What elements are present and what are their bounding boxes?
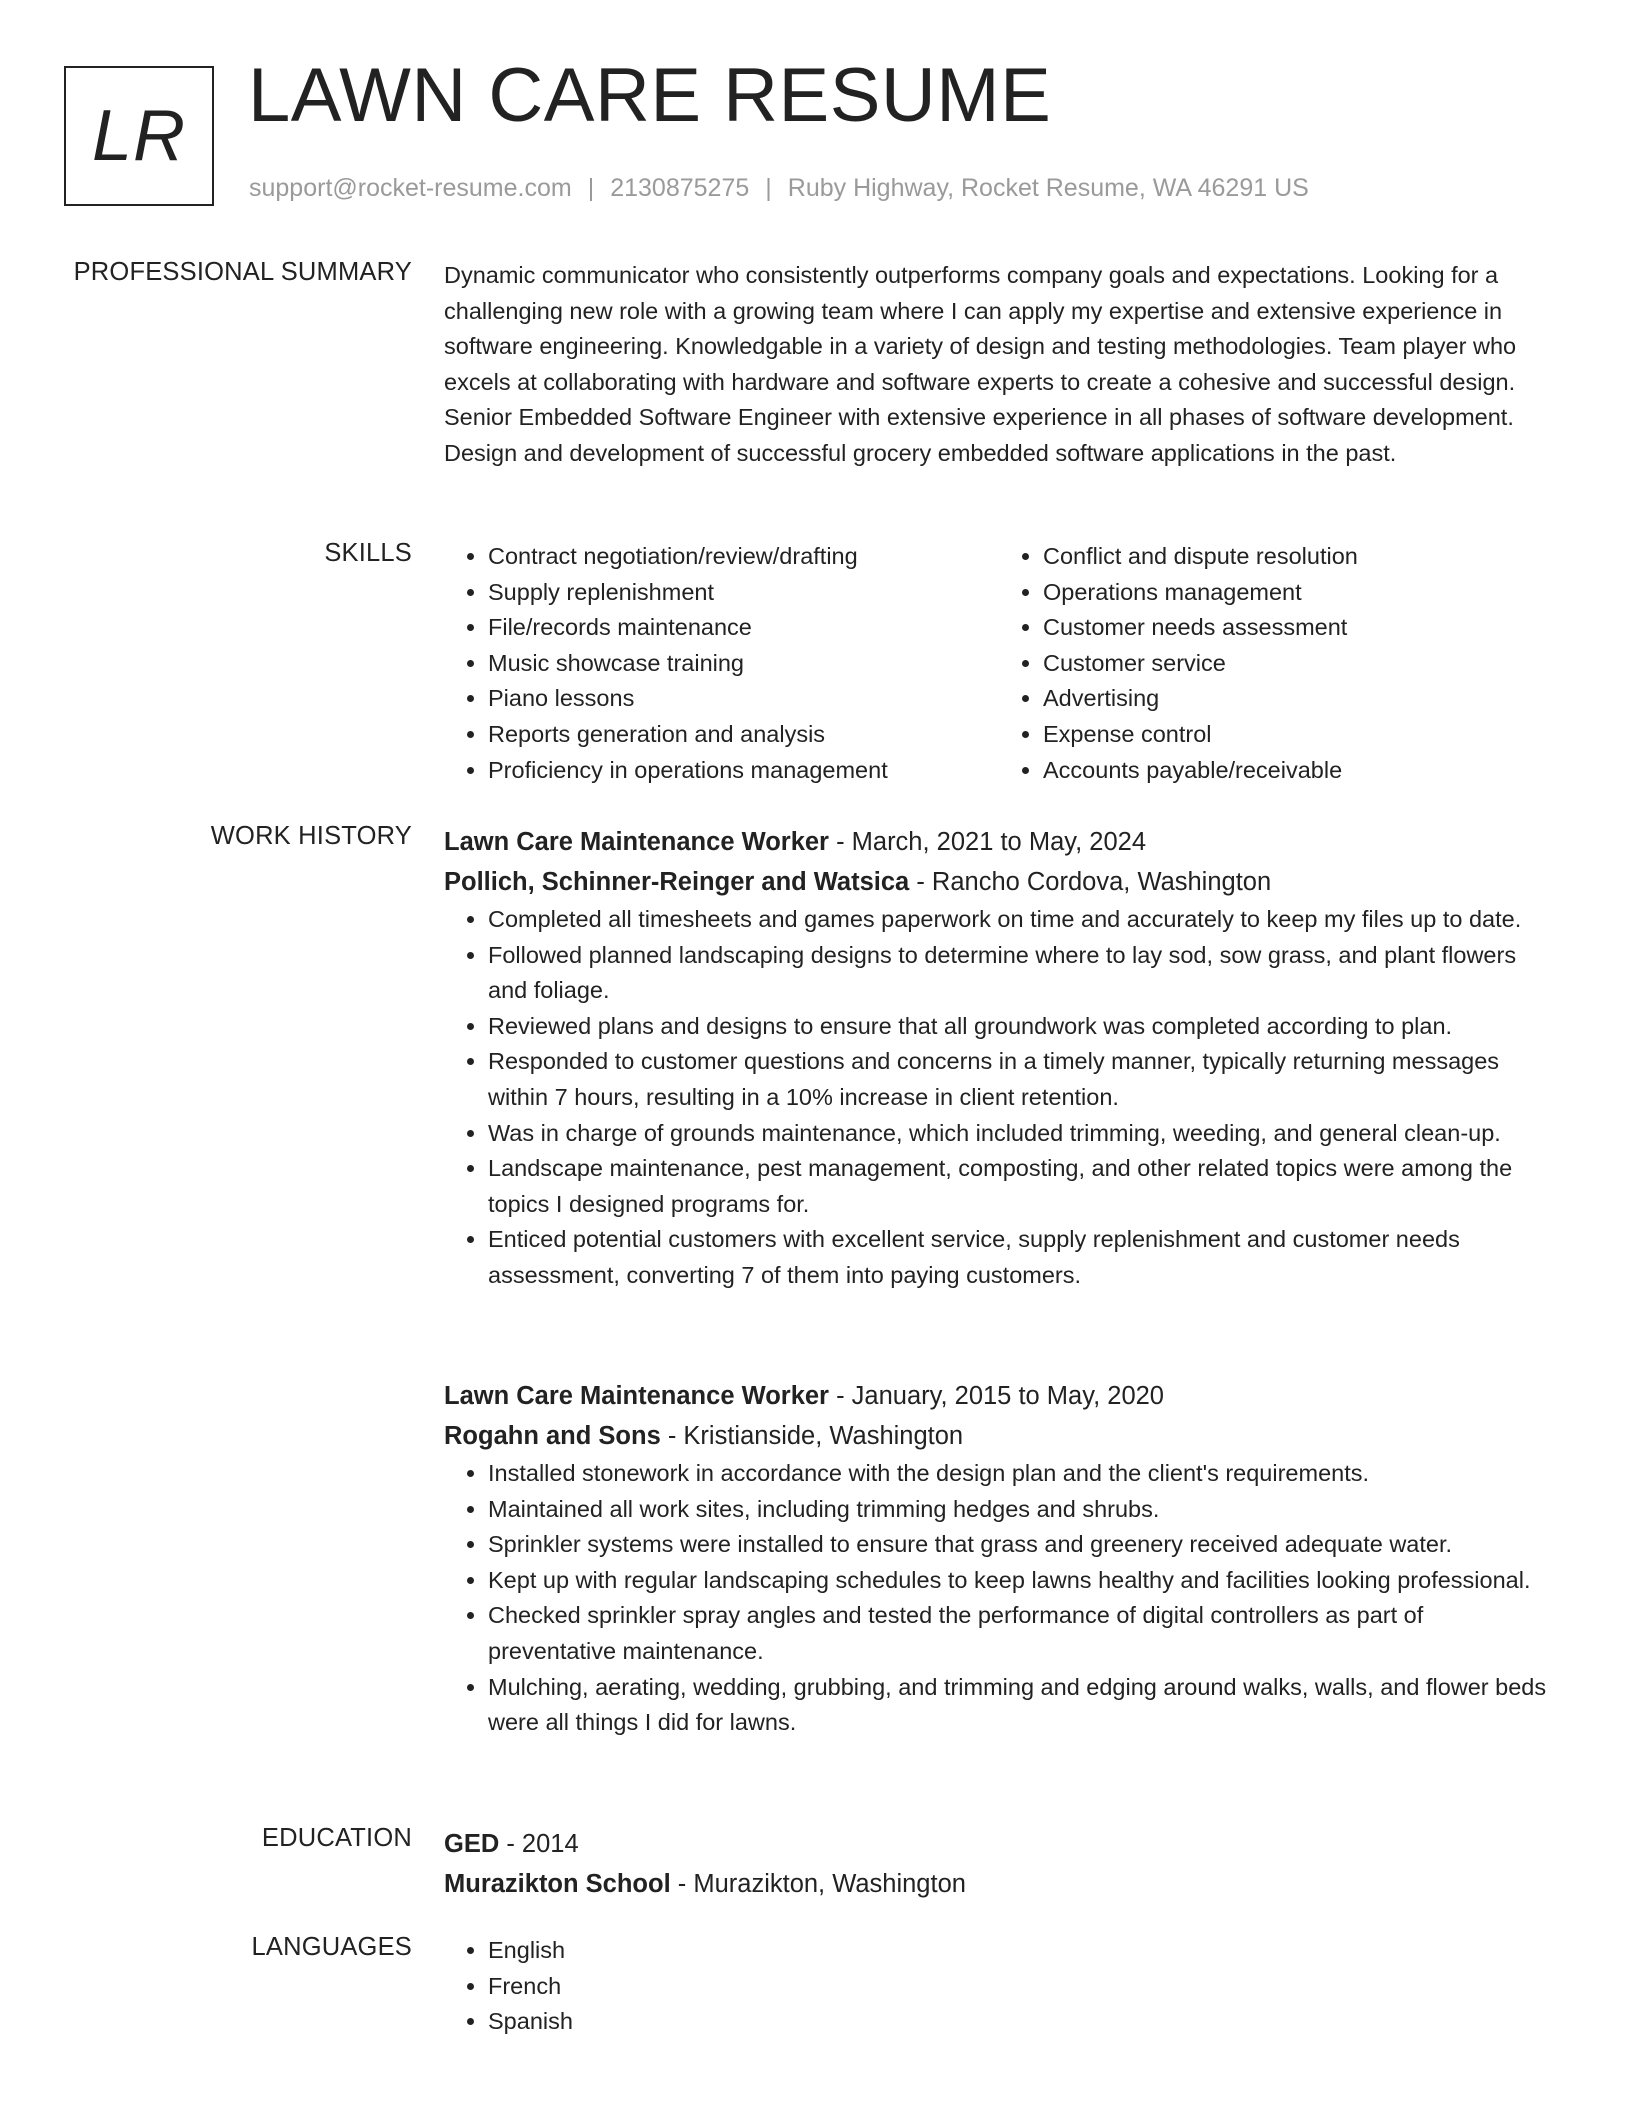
job-entry <box>444 822 1554 1294</box>
resume-title: LAWN CARE RESUME <box>248 53 1052 138</box>
contact-separator: | <box>587 174 595 202</box>
work-history-body <box>444 822 1554 1294</box>
skills-heading: SKILLS <box>324 539 412 567</box>
job-bullet: • Landscape maintenance, pest management, composting, and other related topics were among the topics I designed programs for. <box>488 1151 1554 1222</box>
skill-item: • Music showcase training <box>488 646 999 682</box>
education-degree-line <box>444 1824 1554 1864</box>
skills-grid <box>444 539 1554 788</box>
job-bullet-list <box>444 902 1554 1294</box>
education-body <box>444 1824 1554 1904</box>
contact-line <box>249 174 1309 203</box>
job-company-line <box>444 1416 1554 1456</box>
skill-item: • Advertising <box>1043 681 1554 717</box>
job-bullet: • Mulching, aerating, wedding, grubbing, and trimming and edging around walks, walls, and flower beds were all things I did for lawns. <box>488 1670 1554 1741</box>
languages-list <box>444 1933 1554 2040</box>
job-bullet: • Checked sprinkler spray angles and tested the performance of digital controllers as part of preventative maintenance. <box>488 1598 1554 1669</box>
job-bullet: • Completed all timesheets and games paperwork on time and accurately to keep my files up to date. <box>488 902 1554 938</box>
monogram-text: LR <box>91 96 187 176</box>
education-location: - Murazikton, Washington <box>670 1870 966 1898</box>
contact-phone[interactable]: 2130875275 <box>610 174 750 202</box>
skill-item: • Piano lessons <box>488 681 999 717</box>
job-title: Lawn Care Maintenance Worker <box>444 828 829 856</box>
job-bullet-list <box>444 1456 1554 1741</box>
job-company: Rogahn and Sons <box>444 1422 661 1450</box>
education-school: Murazikton School <box>444 1870 671 1898</box>
job-bullet: • Enticed potential customers with excellent service, supply replenishment and customer needs assessment, converting 7 of them into paying customers. <box>488 1222 1554 1293</box>
monogram-logo <box>64 66 214 206</box>
job-bullet: • Maintained all work sites, including trimming hedges and shrubs. <box>488 1492 1554 1528</box>
job-bullet: • Was in charge of grounds maintenance, which included trimming, weeding, and general clean-up. <box>488 1116 1554 1152</box>
contact-separator: | <box>765 174 772 202</box>
skill-item: • Customer needs assessment <box>1043 610 1554 646</box>
skill-item: • Contract negotiation/review/drafting <box>488 539 999 575</box>
summary-text: Dynamic communicator who consistently outperforms company goals and expectations. Looking for a challenging new role with a growing team where I can apply my expertise and extensive experience in software engineering. Knowledgable in a variety of design and testing methodologies. Team player who excels at collaborating with hardware and software experts to create a cohesive and successful design. Senior Embedded Software Engineer with extensive experience in all phases of software development. Design and development of successful grocery embedded software applications in the past. <box>444 262 1517 466</box>
education-school-line <box>444 1864 1554 1904</box>
languages-heading: LANGUAGES <box>251 1933 412 1961</box>
skill-item: • Customer service <box>1043 646 1554 682</box>
skills-body <box>444 539 1554 788</box>
skill-item: • Operations management <box>1043 575 1554 611</box>
skill-item: • Expense control <box>1043 717 1554 753</box>
job-dates: - March, 2021 to May, 2024 <box>828 828 1147 856</box>
contact-email[interactable]: support@rocket-resume.com <box>249 174 572 202</box>
summary-heading: PROFESSIONAL SUMMARY <box>73 258 412 286</box>
skill-item: • Reports generation and analysis <box>488 717 999 753</box>
summary-body <box>444 258 1554 472</box>
job-bullet: • Reviewed plans and designs to ensure that all groundwork was completed according to plan. <box>488 1009 1554 1045</box>
skill-item: • Proficiency in operations management <box>488 753 999 789</box>
job-title-line <box>444 1376 1554 1416</box>
work-history-heading: WORK HISTORY <box>210 822 412 850</box>
skill-item: • Accounts payable/receivable <box>1043 753 1554 789</box>
work-history-body <box>444 1376 1554 1741</box>
skill-item: • File/records maintenance <box>488 610 999 646</box>
language-item: • French <box>488 1969 1554 2005</box>
language-item: • English <box>488 1933 1554 1969</box>
job-dates: - January, 2015 to May, 2020 <box>828 1382 1164 1410</box>
job-bullet: • Kept up with regular landscaping schedules to keep lawns healthy and facilities looking professional. <box>488 1563 1554 1599</box>
education-heading: EDUCATION <box>261 1824 412 1852</box>
job-location: - Kristianside, Washington <box>660 1422 964 1450</box>
contact-address: Ruby Highway, Rocket Resume, WA 46291 US <box>787 174 1309 202</box>
education-year: - 2014 <box>499 1830 579 1858</box>
skills-list-left <box>444 539 999 788</box>
job-location: - Rancho Cordova, Washington <box>909 868 1272 896</box>
job-entry <box>444 1376 1554 1741</box>
languages-body <box>444 1933 1554 2040</box>
job-bullet: • Responded to customer questions and concerns in a timely manner, typically returning messages within 7 hours, resulting in a 10% increase in client retention. <box>488 1044 1554 1115</box>
job-company-line <box>444 862 1554 902</box>
education-degree: GED <box>444 1830 500 1858</box>
job-bullet: • Installed stonework in accordance with the design plan and the client's requirements. <box>488 1456 1554 1492</box>
skill-item: • Supply replenishment <box>488 575 999 611</box>
skill-item: • Conflict and dispute resolution <box>1043 539 1554 575</box>
job-title: Lawn Care Maintenance Worker <box>444 1382 829 1410</box>
language-item: • Spanish <box>488 2004 1554 2040</box>
skills-list-right <box>999 539 1554 788</box>
job-bullet: • Sprinkler systems were installed to ensure that grass and greenery received adequate water. <box>488 1527 1554 1563</box>
job-company: Pollich, Schinner-Reinger and Watsica <box>444 868 910 896</box>
job-bullet: • Followed planned landscaping designs to determine where to lay sod, sow grass, and plant flowers and foliage. <box>488 938 1554 1009</box>
job-title-line <box>444 822 1554 862</box>
